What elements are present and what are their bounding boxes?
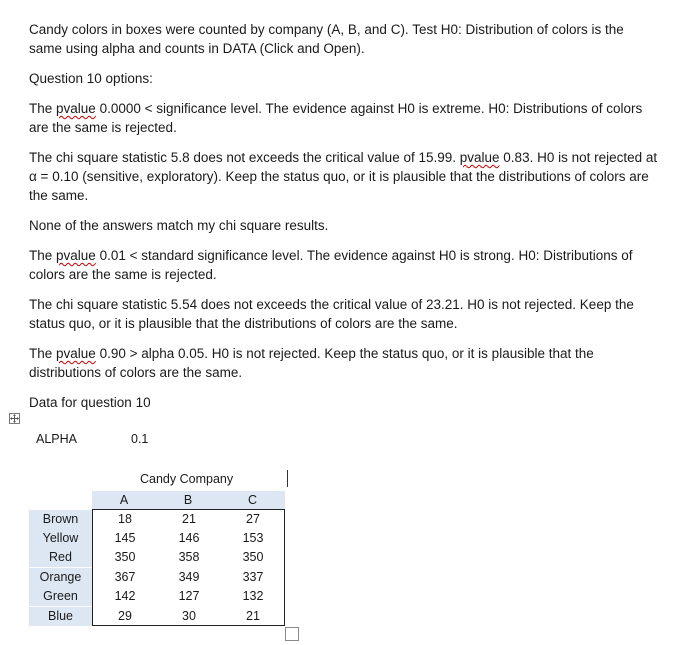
data-heading: Data for question 10 xyxy=(29,395,151,410)
table-cell[interactable]: 337 xyxy=(242,570,264,584)
spelling-flag[interactable]: pvalue xyxy=(56,101,96,116)
answer-option[interactable]: The pvalue 0.90 > alpha 0.05. H0 is not rejected. Keep the status quo, or it is plausible that the distributions of colors are the same. xyxy=(29,346,594,380)
table-cell[interactable]: 350 xyxy=(114,550,136,564)
row-label: Blue xyxy=(29,607,92,626)
row-label: Green xyxy=(29,587,92,606)
spelling-flag[interactable]: pvalue xyxy=(56,346,96,361)
alpha-label: ALPHA xyxy=(36,432,77,446)
table-cell[interactable]: 27 xyxy=(246,512,260,526)
table-cell[interactable]: 30 xyxy=(182,609,196,623)
table-cell[interactable]: 367 xyxy=(114,570,136,584)
table-cell[interactable]: 146 xyxy=(178,531,200,545)
alpha-value: 0.1 xyxy=(131,432,149,446)
table-cell[interactable]: 18 xyxy=(118,512,132,526)
table-move-handle-icon[interactable] xyxy=(9,413,20,424)
column-header-a: A xyxy=(92,491,156,509)
row-label: Brown xyxy=(29,510,92,529)
row-label: Orange xyxy=(29,568,92,587)
table-cell[interactable]: 21 xyxy=(182,512,196,526)
table-title: Candy Company xyxy=(140,472,234,486)
table-cell[interactable]: 358 xyxy=(178,550,200,564)
table-cell[interactable]: 142 xyxy=(114,589,136,603)
answer-option[interactable]: The pvalue 0.0000 < significance level. The evidence against H0 is extreme. H0: Distributions of colors are the same is rejected. xyxy=(29,101,643,135)
answer-option[interactable]: None of the answers match my chi square results. xyxy=(29,218,329,233)
answer-option[interactable]: The chi square statistic 5.8 does not exceeds the critical value of 15.99. pvalue 0.83. H0 is not rejected at α = 0.10 (sensitive, exploratory). Keep the status quo, or it is plausible that the distributions of colors are the same. xyxy=(29,150,658,203)
table-cell[interactable]: 132 xyxy=(242,589,264,603)
table-resize-handle-icon[interactable] xyxy=(285,627,299,641)
column-header-c: C xyxy=(220,491,285,509)
table-cell[interactable]: 21 xyxy=(246,609,260,623)
answer-option[interactable]: The chi square statistic 5.54 does not exceeds the critical value of 23.21. H0 is not rejected. Keep the status quo, or it is plausible that the distributions of colors are the same. xyxy=(29,297,634,331)
table-cell[interactable]: 153 xyxy=(242,531,264,545)
table-cell[interactable]: 29 xyxy=(118,609,132,623)
column-header-b: B xyxy=(156,491,220,509)
row-label: Yellow xyxy=(29,529,92,548)
question-heading: Question 10 options: xyxy=(29,71,153,86)
document-body xyxy=(29,20,659,423)
spelling-flag[interactable]: pvalue xyxy=(459,150,500,165)
data-table[interactable] xyxy=(92,509,285,626)
table-cell[interactable]: 145 xyxy=(114,531,136,545)
table-cell[interactable]: 127 xyxy=(178,589,200,603)
row-label: Red xyxy=(29,548,92,567)
answer-option[interactable]: The pvalue 0.01 < standard significance level. The evidence against H0 is strong. H0: Distributions of colors are the same is rejected. xyxy=(29,248,633,282)
table-cell[interactable]: 349 xyxy=(178,570,200,584)
spelling-flag[interactable]: pvalue xyxy=(56,248,96,263)
text-cursor xyxy=(287,470,288,487)
table-cell[interactable]: 350 xyxy=(242,550,264,564)
intro-paragraph: Candy colors in boxes were counted by company (A, B, and C). Test H0: Distribution of colors is the same using alpha and counts in DATA (Click and Open). xyxy=(29,22,624,56)
